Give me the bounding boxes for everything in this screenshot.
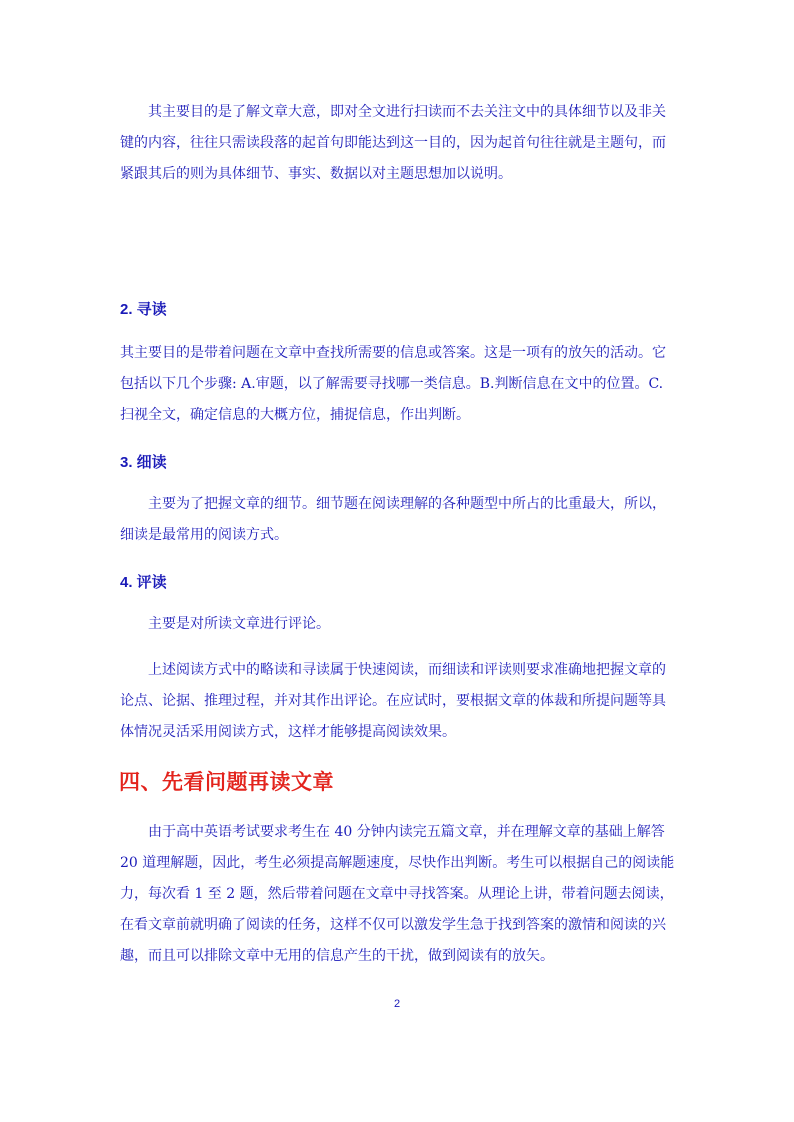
paragraph-questions-first: 由于高中英语考试要求考生在 40 分钟内读完五篇文章，并在理解文章的基础上解答 20 道理解题，因此，考生必须提高解题速度，尽快作出判断。考生可以根据自己的阅读能力，每次看 1 至 2 题，然后带着问题在文章中寻找答案。从理论上讲，带着问题去阅读，在看文章前就明确了阅读的任务，这样不仅可以激发学生急于找到答案的激情和阅读的兴趣，而且可以排除文章中无用的信息产生的干扰，做到阅读有的放矢。 — [120, 824, 675, 964]
paragraph-critical-reading: 主要是对所读文章进行评论。 — [148, 616, 330, 632]
paragraph-skimming-purpose: 其主要目的是了解文章大意，即对全文进行扫读而不去关注文中的具体细节以及非关键的内容，往往只需读段落的起首句即能达到这一目的，因为起首句往往就是主题句，而紧跟其后的则为具体细节、事实、数据以对主题思想加以说明。 — [120, 104, 666, 182]
section-heading: 四、先看问题再读文章 — [119, 769, 334, 794]
heading-scanning: 2. 寻读 — [120, 301, 167, 318]
heading-close-reading: 3. 细读 — [120, 454, 167, 471]
paragraph-close-reading: 主要为了把握文章的细节。细节题在阅读理解的各种题型中所占的比重最大，所以，细读是最常用的阅读方式。 — [120, 496, 666, 543]
paragraph-scanning: 其主要目的是带着问题在文章中查找所需要的信息或答案。这是一项有的放矢的活动。它包括以下几个步骤: A.审题，以了解需要寻找哪一类信息。B.判断信息在文中的位置。C.扫视全文，确定信息的大概方位，捕捉信息，作出判断。 — [120, 345, 666, 423]
page-number: 2 — [393, 998, 401, 1010]
heading-critical-reading: 4. 评读 — [120, 574, 167, 591]
paragraph-summary: 上述阅读方式中的略读和寻读属于快速阅读，而细读和评读则要求准确地把握文章的论点、论据、推理过程，并对其作出评论。在应试时，要根据文章的体裁和所提问题等具体情况灵活采用阅读方式，这样才能够提高阅读效果。 — [120, 662, 666, 740]
